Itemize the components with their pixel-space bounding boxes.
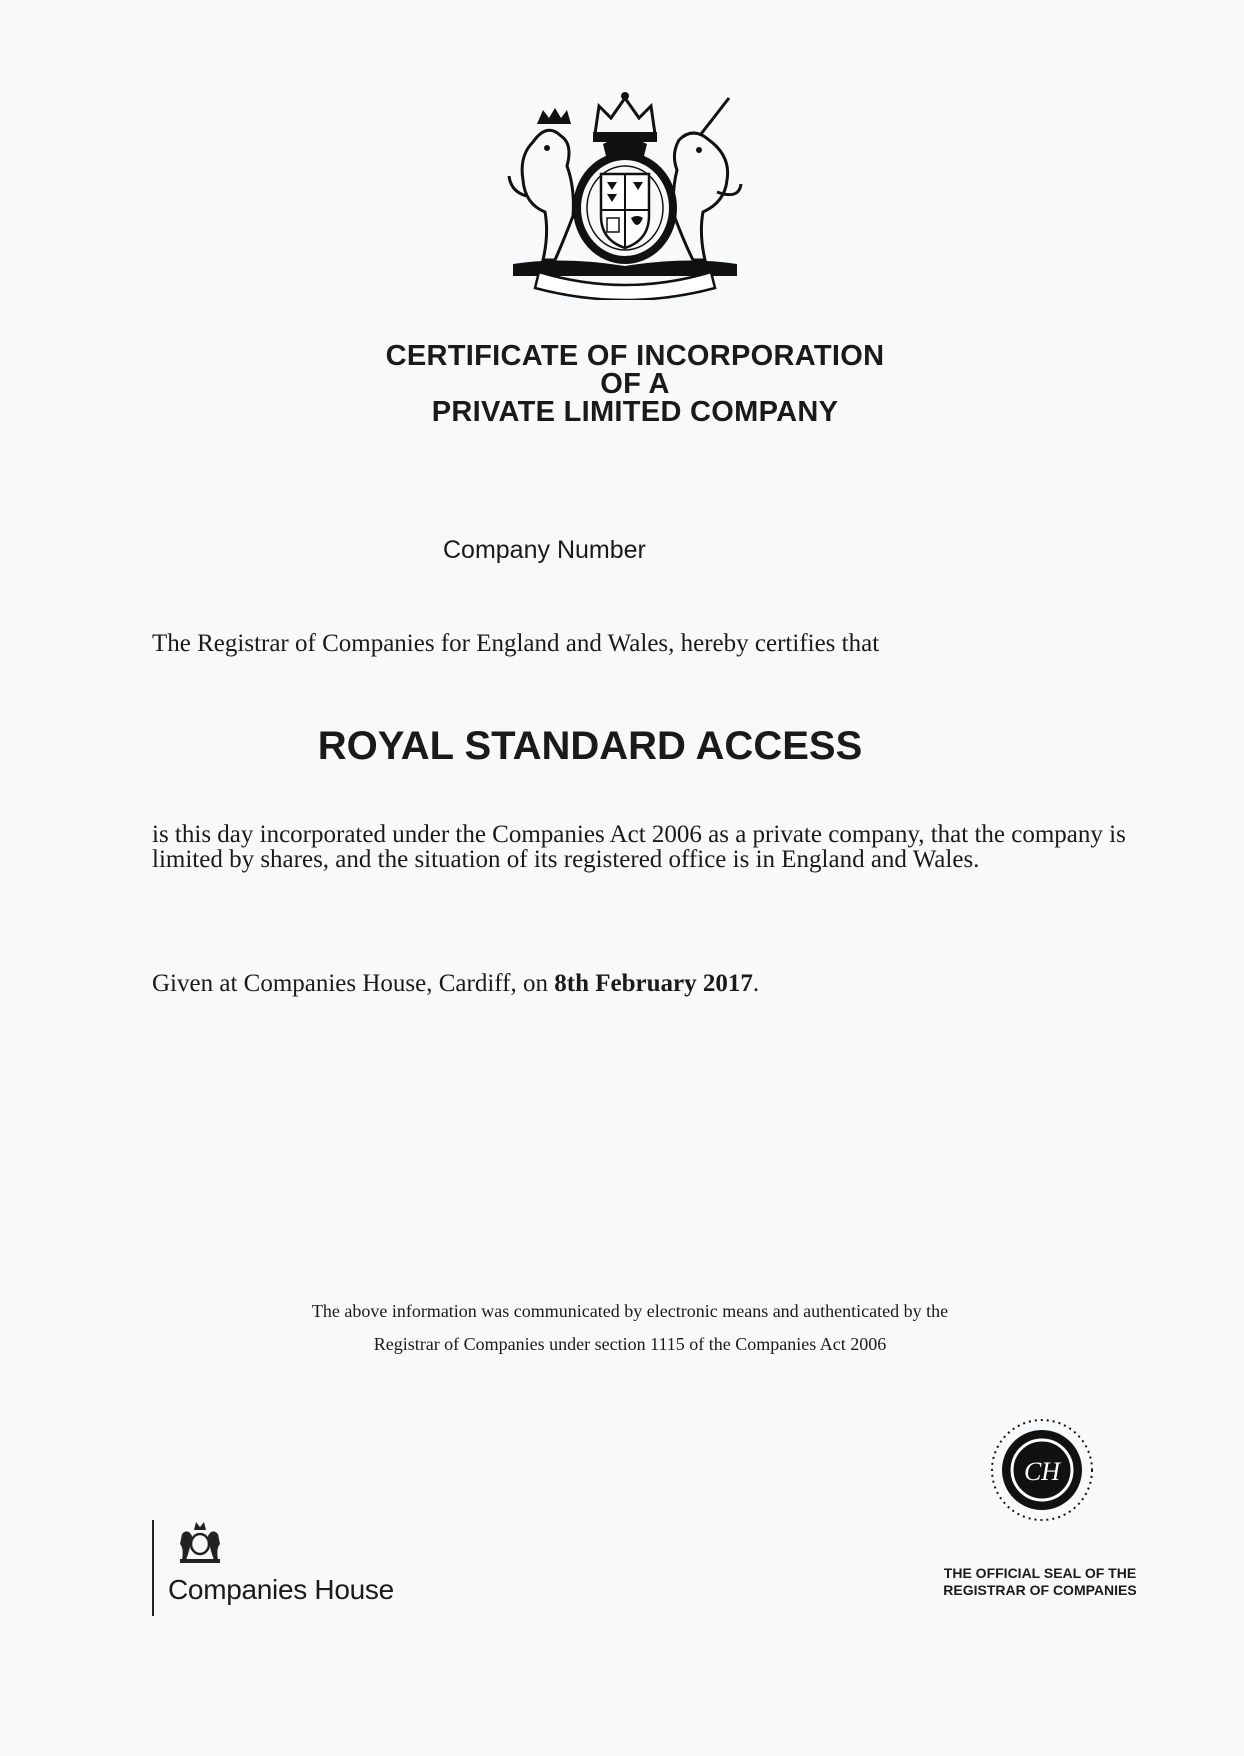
companies-house-wordmark: Companies House — [168, 1574, 394, 1605]
seal-monogram: CH — [1023, 1457, 1061, 1486]
incorporation-statement: is this day incorporated under the Companies Act 2006 as a private company, that the company is limited by shares, and the situation of its registered office is in England and Wales. — [152, 821, 1126, 873]
authentication-note — [150, 1295, 1110, 1361]
companies-house-logo — [152, 1520, 394, 1616]
registrar-seal-icon — [952, 1380, 1132, 1560]
given-statement — [152, 970, 759, 998]
certifies-statement: The Registrar of Companies for England and Wales, hereby certifies that — [152, 630, 880, 657]
seal-caption-line-1: THE OFFICIAL SEAL OF THE — [943, 1565, 1137, 1581]
seal-caption-line-2: REGISTRAR OF COMPANIES — [943, 1582, 1137, 1598]
official-seal — [952, 1380, 1132, 1560]
given-suffix: . — [752, 970, 760, 997]
mini-crest-icon — [174, 1520, 226, 1564]
title-line-3: PRIVATE LIMITED COMPANY — [431, 396, 839, 428]
certificate-title — [300, 342, 970, 426]
given-prefix: Given at Companies House, Cardiff, on — [152, 970, 555, 997]
royal-coat-of-arms — [503, 84, 747, 300]
company-number-label: Company Number — [443, 536, 646, 564]
seal-caption — [900, 1565, 1180, 1599]
coat-of-arms-icon — [503, 84, 747, 300]
title-line-1: CERTIFICATE OF INCORPORATION — [385, 340, 885, 372]
note-line-2: Registrar of Companies under section 1115 of the Companies Act 2006 — [373, 1334, 887, 1354]
given-date: 8th February 2017 — [554, 970, 753, 997]
company-name: ROYAL STANDARD ACCESS — [317, 724, 863, 768]
title-line-2: OF A — [600, 368, 670, 400]
note-line-1: The above information was communicated by electronic means and authenticated by the — [311, 1301, 949, 1321]
